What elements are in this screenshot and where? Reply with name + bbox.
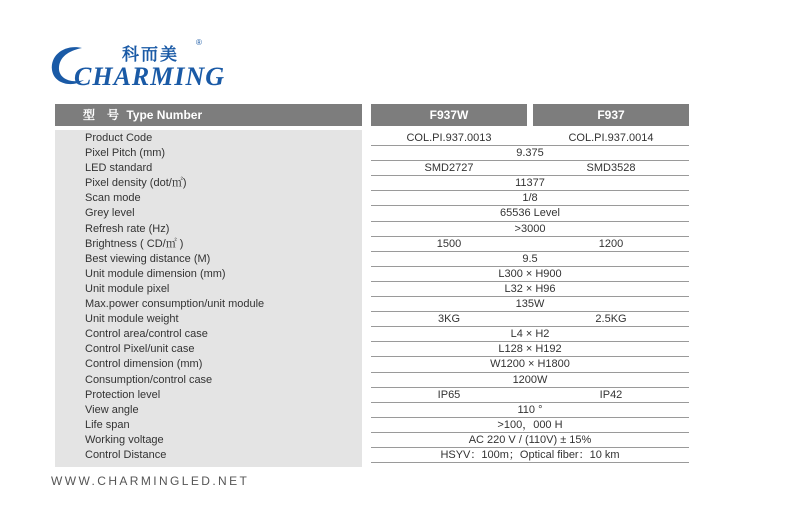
spec-value: 1200W (512, 373, 548, 386)
spec-label: LED standard (85, 162, 153, 175)
spec-label: Pixel density (dot/㎡) (85, 177, 187, 190)
spec-value-f937w: SMD2727 (424, 162, 474, 175)
spec-value-f937: SMD3528 (586, 162, 636, 175)
spec-value: 110 ° (517, 403, 543, 416)
spec-value-f937: 2.5KG (595, 313, 627, 326)
brand-name-cn: 科而美 (122, 45, 179, 65)
spec-value-f937w: 3KG (437, 313, 460, 326)
spec-row (55, 448, 695, 463)
spec-row (55, 161, 695, 176)
spec-label: Max.power consumption/unit module (85, 298, 265, 311)
spec-label: Unit module dimension (mm) (85, 267, 226, 280)
spec-label: Grey level (85, 207, 135, 220)
spec-value: HSYV：100m；Optical fiber：10 km (440, 448, 620, 461)
registered-mark: ® (196, 38, 202, 47)
spec-value-f937: COL.PI.937.0014 (568, 132, 654, 144)
spec-label: View angle (85, 403, 139, 416)
spec-value: 11377 (515, 177, 545, 190)
spec-label: Brightness ( CD/㎡ ) (85, 237, 184, 250)
spec-row (55, 357, 695, 372)
spec-value: 9.375 (516, 147, 544, 160)
type-number-header (55, 104, 362, 126)
spec-row (55, 237, 695, 252)
spec-label: Product Code (85, 132, 153, 144)
spec-table (55, 131, 695, 463)
spec-label: Refresh rate (Hz) (85, 222, 170, 235)
model-header-f937: F937 (533, 104, 689, 126)
spec-row (55, 282, 695, 297)
spec-value-f937: IP42 (599, 388, 623, 401)
spec-row (55, 327, 695, 342)
spec-row (55, 342, 695, 357)
spec-row (55, 403, 695, 418)
spec-label: Scan mode (85, 192, 141, 205)
spec-label: Working voltage (85, 433, 164, 446)
brand-logo (48, 38, 226, 91)
spec-row (55, 222, 695, 237)
spec-value: >100，000 H (497, 418, 563, 431)
spec-value: L4 × H2 (510, 328, 550, 341)
spec-label: Control area/control case (85, 328, 208, 341)
spec-value: 65536 Level (500, 207, 560, 220)
spec-value: L128 × H192 (498, 343, 562, 356)
spec-label: Unit module weight (85, 313, 179, 326)
spec-value: L32 × H96 (504, 282, 556, 295)
spec-label: Control Distance (85, 448, 167, 461)
spec-label: Control dimension (mm) (85, 358, 203, 371)
spec-row (55, 146, 695, 161)
spec-value: W1200 × H1800 (490, 358, 570, 371)
spec-label: Protection level (85, 388, 161, 401)
spec-value-f937w: COL.PI.937.0013 (406, 132, 492, 144)
spec-row (55, 191, 695, 206)
spec-value: 9.5 (522, 252, 538, 265)
spec-row (55, 388, 695, 403)
spec-value-f937: 1200 (598, 237, 624, 250)
spec-value-f937w: 1500 (436, 237, 462, 250)
spec-value: L300 × H900 (498, 267, 562, 280)
spec-value-f937w: IP65 (437, 388, 461, 401)
spec-row (55, 433, 695, 448)
spec-value: >3000 (514, 222, 546, 235)
spec-label: Life span (85, 418, 130, 431)
model-header-f937w: F937W (371, 104, 527, 126)
spec-row (55, 176, 695, 191)
spec-label: Best viewing distance (M) (85, 252, 211, 265)
spec-row (55, 297, 695, 312)
spec-label: Control Pixel/unit case (85, 343, 195, 356)
spec-row (55, 206, 695, 221)
brand-name-en: CHARMING (74, 62, 226, 91)
spec-value: AC 220 V / (110V) ± 15% (468, 433, 592, 446)
row-divider (371, 462, 689, 463)
spec-value: 1/8 (522, 192, 538, 205)
website-url: WWW.CHARMINGLED.NET (51, 474, 250, 488)
spec-value: 135W (515, 298, 545, 311)
spec-label: Unit module pixel (85, 282, 170, 295)
spec-row (55, 131, 695, 146)
spec-row (55, 267, 695, 282)
type-number-label-cn: 型 号 (83, 108, 120, 122)
type-number-label: Type Number (126, 108, 203, 122)
spec-row (55, 252, 695, 267)
spec-label: Pixel Pitch (mm) (85, 147, 166, 160)
spec-row (55, 373, 695, 388)
spec-row (55, 312, 695, 327)
spec-label: Consumption/control case (85, 373, 213, 386)
spec-row (55, 418, 695, 433)
